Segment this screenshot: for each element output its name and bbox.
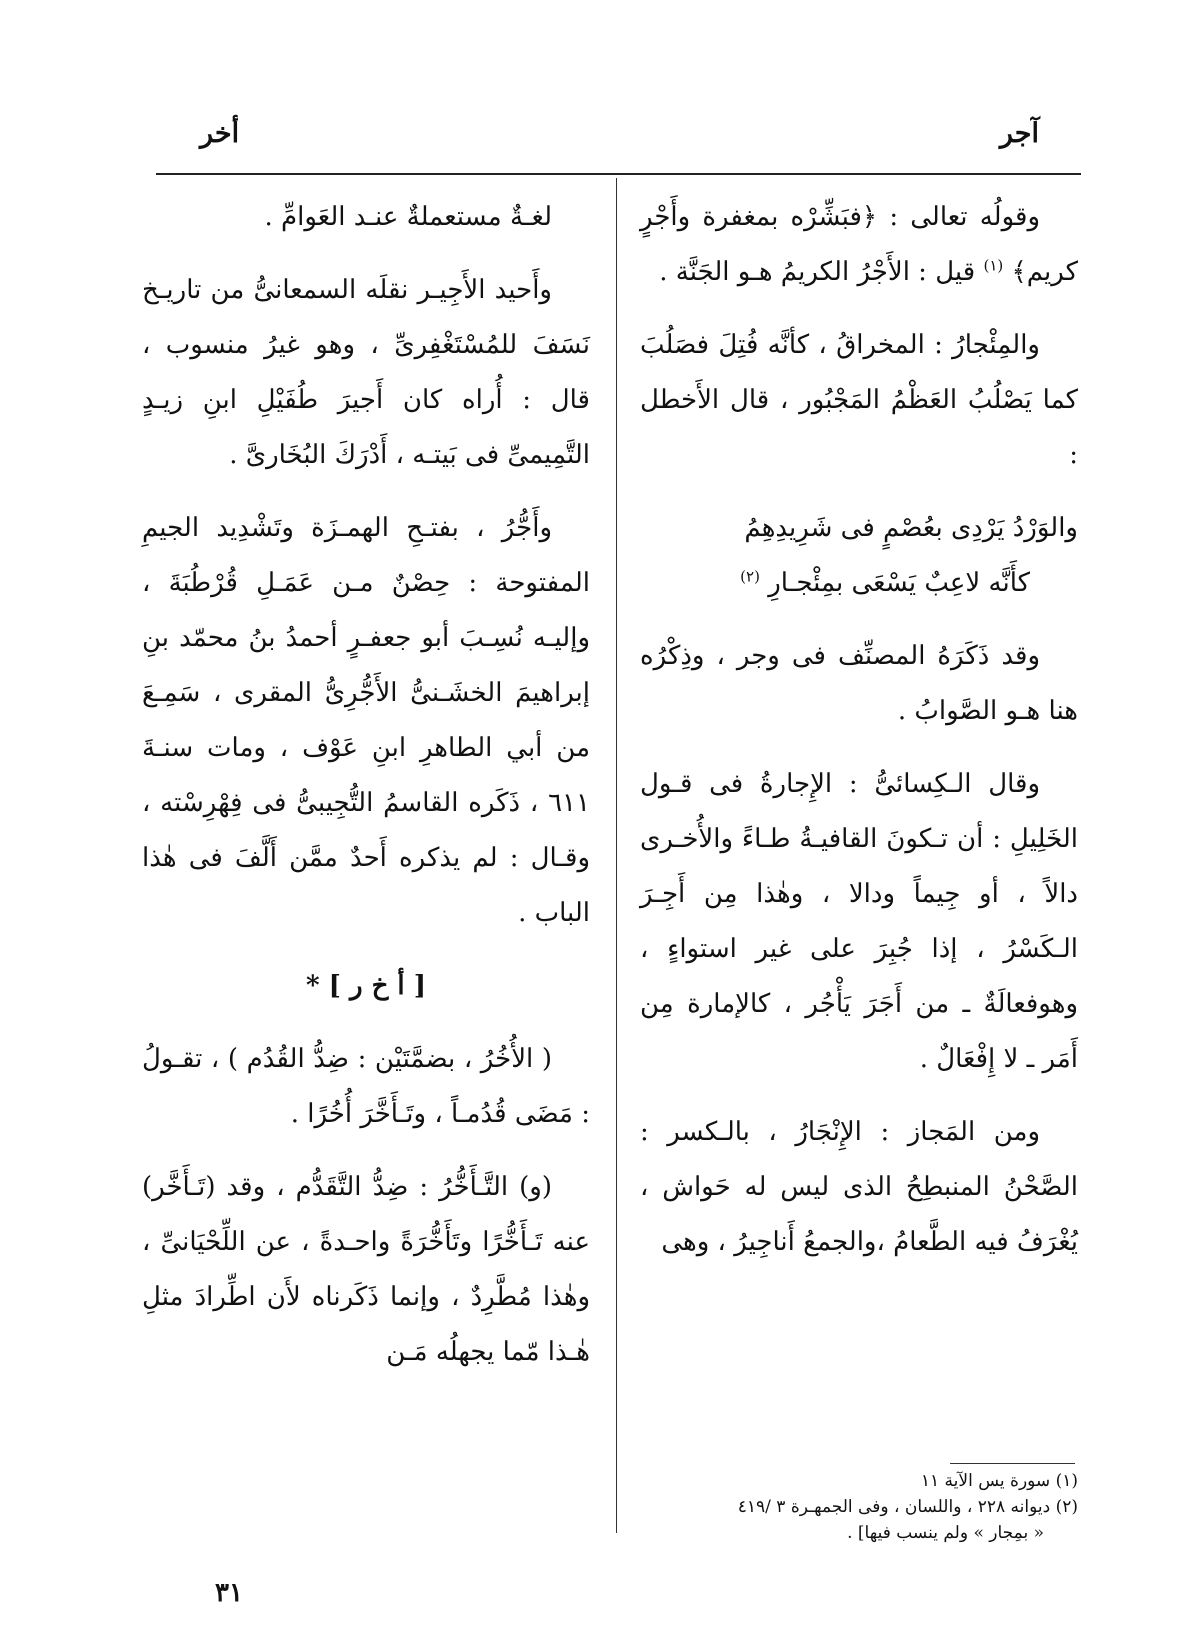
footnote-rule [950, 1463, 1075, 1464]
paragraph: (و) التَّـأَخُّرُ : ضِدُّ التَّقَدُّم ، وقد (تَـأَخَّر) عنه تَـأَخُّرًا وتَأَخُّرَةً واحـدةً ، عن اللِّحْيَانىِّ ، وهٰذا مُطَّرِدٌ ، وإنما ذَكَرناه لأَن اطِّرادَ مثلِ هٰـذا مّما يجهلُه مَـن [142, 1172, 590, 1367]
column-divider [616, 178, 617, 1533]
paragraph: وأَحيد الأَجِيـر نقلَه السمعانىُّ من تاريـخ نَسَفَ للمُسْتَغْفِرىِّ ، وهو غيرُ منسوب ، قال : أُراه كان أَجيرَ طُفَيْلِ ابنِ زيـدٍ التَّمِيمىِّ فى بَيتـه ، أَدْرَكَ البُخَارىَّ . [142, 275, 590, 470]
quran-quote: وقولُه تعالى : ﴿فبَشِّرْه بمغفرة وأَجْرٍ كريم﴾ [640, 202, 1078, 287]
running-head-right: آجر [999, 118, 1039, 149]
footnote-2-continuation: « بمِجار » ولم ينسب فيها] . [847, 1523, 1044, 1543]
paragraph [640, 190, 1078, 300]
verse-text: كأَنَّه لاعِبٌ يَسْعَى بمِئْجـارِ [768, 568, 1030, 598]
entry-heading: [ أ خ ر ] * [305, 971, 427, 1001]
paragraph: وقال الـكِسائىُّ : الإِجارةُ فى قـول الخَلِيلِ : أن تـكونَ القافيـةُ طـاءً والأُخـرى دالاً ، أو جِيماً ودالا ، وهٰذا مِن أَجِـرَ الـكَسْرُ ، إذا جُبِرَ على غير استواءٍ ، وهوفعالَةٌ ـ من أَجَرَ يَأْجُر ، كالإمارة مِن أَمَر ـ لا إِفْعَالٌ . [640, 769, 1078, 1074]
running-head-left: أخر [200, 118, 240, 149]
paragraph-text: قيل : الأَجْرُ الكريمُ هـو الجَنَّة . [659, 257, 976, 287]
verse-line-1: والوَرْدُ يَرْدِى بعُصْمٍ فى شَرِيدِهِمُ [744, 513, 1078, 543]
poetry-verse [640, 501, 1078, 611]
paragraph: والمِئْجارُ : المخراقُ ، كأنَّه فُتِلَ فصَلُبَ كما يَصْلُبُ العَظْمُ المَجْبُور ، قال الأَخطل : [640, 330, 1078, 470]
footnote-marker: (١) [983, 256, 1004, 275]
paragraph: ومن المَجاز : الإِنْجَارُ ، بالـكسر : الصَّحْنُ المنبطِحُ الذى ليس له حَواش ، يُغْرَفُ فيه الطَّعامُ ،والجمعُ أَناجِيرُ ، وهى [640, 1117, 1078, 1257]
right-column [640, 190, 1078, 1288]
paragraph: وأَجُّرُ ، بفتـحِ الهمـزَة وتَشْدِيد الجيمِ المفتوحة : حِصْنٌ مـن عَمَـلِ قُرْطُبَةَ ، وإليـه نُسِـبَ أبو جعفـرٍ أحمدُ بنُ محمّد بنِ إبراهيمَ الخشَـنىُّ الأَجُّرِىُّ المقرى ، سَمِـعَ من أبي الطاهرِ ابنِ عَوْف ، ومات سنـةَ ٦١١ ، ذَكَره القاسمُ التُّجِيبىُّ فى فِهْرِسْته ، وقـال : لم يذكره أَحدٌ ممَّن أَلَّفَ فى هٰذا الباب . [142, 513, 590, 928]
left-column [142, 190, 590, 1398]
page-number: ٣١ [215, 1578, 243, 1608]
verse-line-2 [640, 556, 1078, 611]
footnotes [640, 1468, 1078, 1546]
footnote-1: (١) سورة يس الآية ١١ [920, 1471, 1078, 1491]
paragraph: ( الأُخُرُ ، بضمَّتَيْن : ضِدُّ القُدُم ) ، تقـولُ : مَضَى قُدُمـاً ، وتَـأَخَّرَ أُخُرًا . [142, 1044, 590, 1129]
paragraph: لغـةٌ مستعملةٌ عنـد العَوامِّ . [264, 202, 552, 232]
paragraph: وقد ذَكَرَهُ المصنِّف فى وجر ، وذِكْرُه هنا هـو الصَّوابُ . [640, 641, 1078, 726]
footnote-2: (٢) ديوانه ٢٢٨ ، واللسان ، وفى الجمهـرة ٣ /٤١٩ [737, 1497, 1078, 1517]
header-rule [156, 173, 1081, 175]
footnote-marker: (٢) [740, 567, 760, 586]
